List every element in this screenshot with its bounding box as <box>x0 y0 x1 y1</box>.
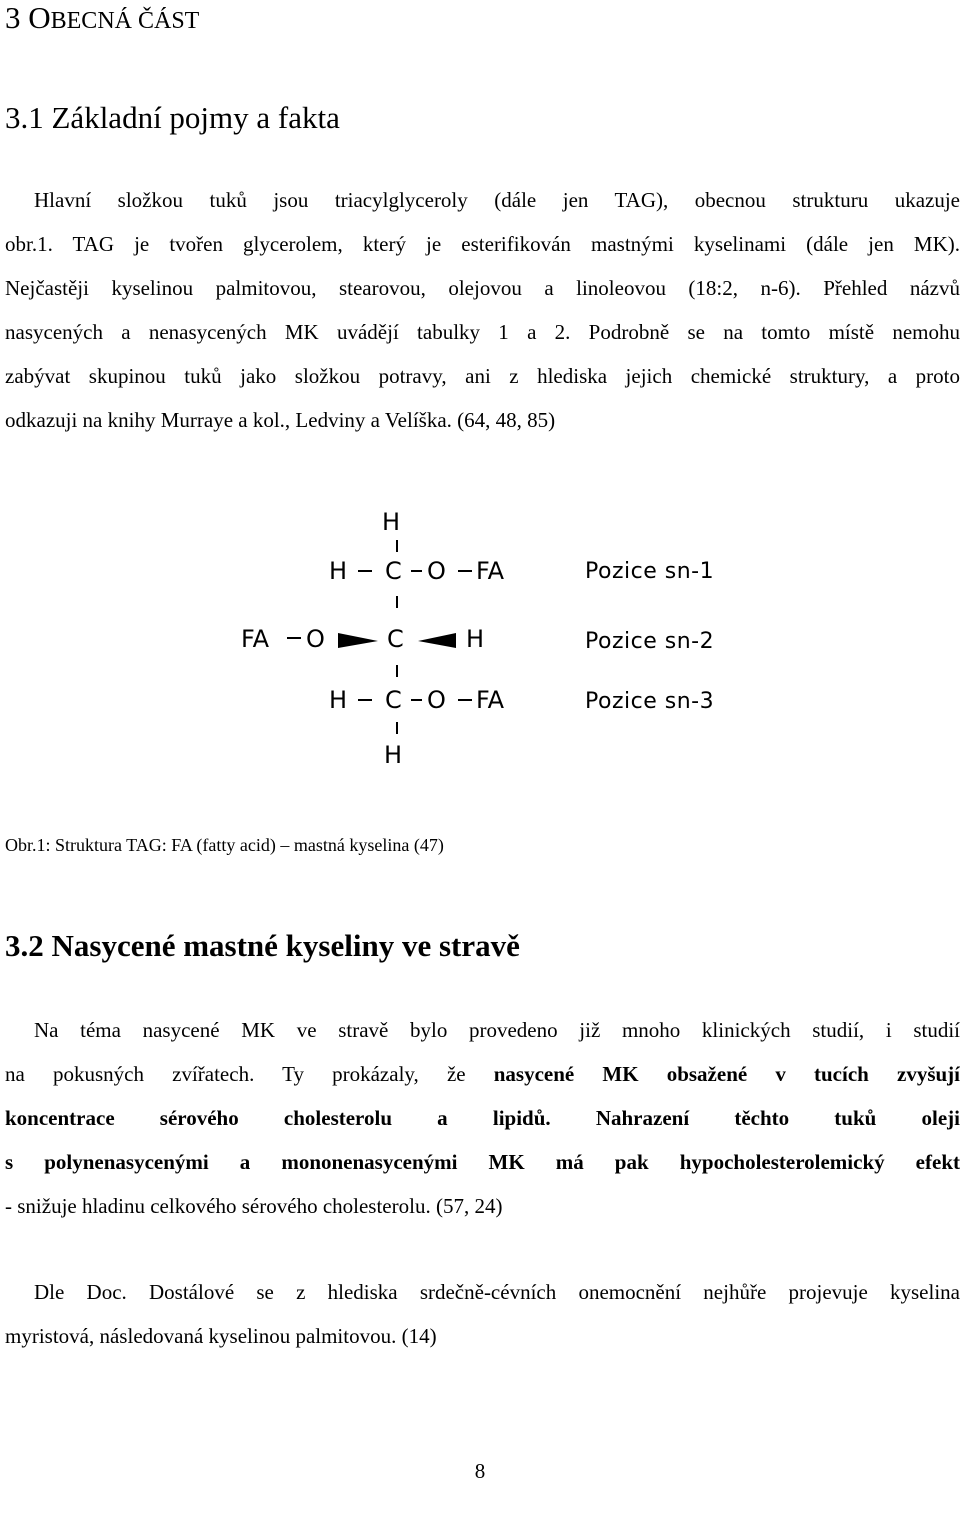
atom-fa: FA <box>241 625 270 653</box>
chapter-heading-number: 3 O <box>5 0 51 35</box>
atom-h: H <box>466 625 485 653</box>
atom-h: H <box>384 741 403 769</box>
position-label-sn1: Pozice sn-1 <box>585 559 715 584</box>
paragraph-line: - snižuje hladinu celkového sérového cholesterolu. (57, 24) <box>5 1194 503 1218</box>
paragraph-line: myristová, následovaná kyselinou palmitovou. (14) <box>5 1324 437 1348</box>
atom-c: C <box>385 686 402 714</box>
atom-fa: FA <box>476 686 505 714</box>
paragraph-line: Hlavní složkou tuků jsou triacylglyceroly (dále jen TAG), obecnou strukturu ukazuje <box>34 188 960 212</box>
atom-c: C <box>385 557 402 585</box>
bold-text: nasycené MK obsažené v tucích zvyšují <box>493 1062 960 1086</box>
atom-o: O <box>306 625 325 653</box>
atom-h: H <box>329 557 348 585</box>
section-title-1: 3.1 Základní pojmy a fakta <box>5 100 340 135</box>
paragraph-line: s polynenasycenými a mononenasycenými MK má pak hypocholesterolemický efekt <box>5 1150 960 1174</box>
paragraph-line: zabývat skupinou tuků jako složkou potravy, ani z hlediska jejich chemické struktury, a proto <box>5 364 960 388</box>
atom-c: C <box>387 625 404 653</box>
atom-h: H <box>329 686 348 714</box>
wedge-bond-left <box>338 633 378 648</box>
wedge-bond-right <box>418 633 456 648</box>
paragraph-line: odkazuji na knihy Murraye a kol., Ledviny a Velíška. (64, 48, 85) <box>5 408 556 432</box>
position-label-sn2: Pozice sn-2 <box>585 629 715 654</box>
atom-o: O <box>427 686 446 714</box>
paragraph-line: Nejčastěji kyselinou palmitovou, stearovou, olejovou a linoleovou (18:2, n-6). Přehled názvů <box>5 276 960 300</box>
position-label-sn3: Pozice sn-3 <box>585 689 715 714</box>
section-title-2: 3.2 Nasycené mastné kyseliny ve stravě <box>5 928 520 963</box>
paragraph-line: obr.1. TAG je tvořen glycerolem, který je esterifikován mastnými kyselinami (dále jen MK). <box>5 232 960 256</box>
bold-text: koncentrace sérového cholesterolu a lipidů. <box>5 1106 551 1130</box>
paragraph-line: Na téma nasycené MK ve stravě bylo provedeno již mnoho klinických studií, i studií <box>34 1018 960 1042</box>
figure-caption: Obr.1: Struktura TAG: FA (fatty acid) – mastná kyselina (47) <box>5 835 444 855</box>
chapter-heading-text: BECNÁ ČÁST <box>50 8 200 34</box>
atom-h: H <box>382 508 401 536</box>
paragraph-line: Dle Doc. Dostálové se z hlediska srdečně-cévních onemocnění nejhůře projevuje kyselina <box>34 1280 960 1304</box>
paragraph-line <box>5 1060 960 1088</box>
page-number: 8 <box>474 1459 486 1483</box>
paragraph-line: nasycených a nenasycených MK uvádějí tabulky 1 a 2. Podrobně se na tomto místě nemohu <box>5 320 960 344</box>
bold-text: Nahrazení těchto tuků oleji <box>550 1106 960 1130</box>
atom-fa: FA <box>476 557 505 585</box>
atom-o: O <box>427 557 446 585</box>
paragraph-line <box>5 1104 960 1132</box>
paragraph-text: na pokusných zvířatech. Ty prokázaly, že <box>5 1062 494 1086</box>
